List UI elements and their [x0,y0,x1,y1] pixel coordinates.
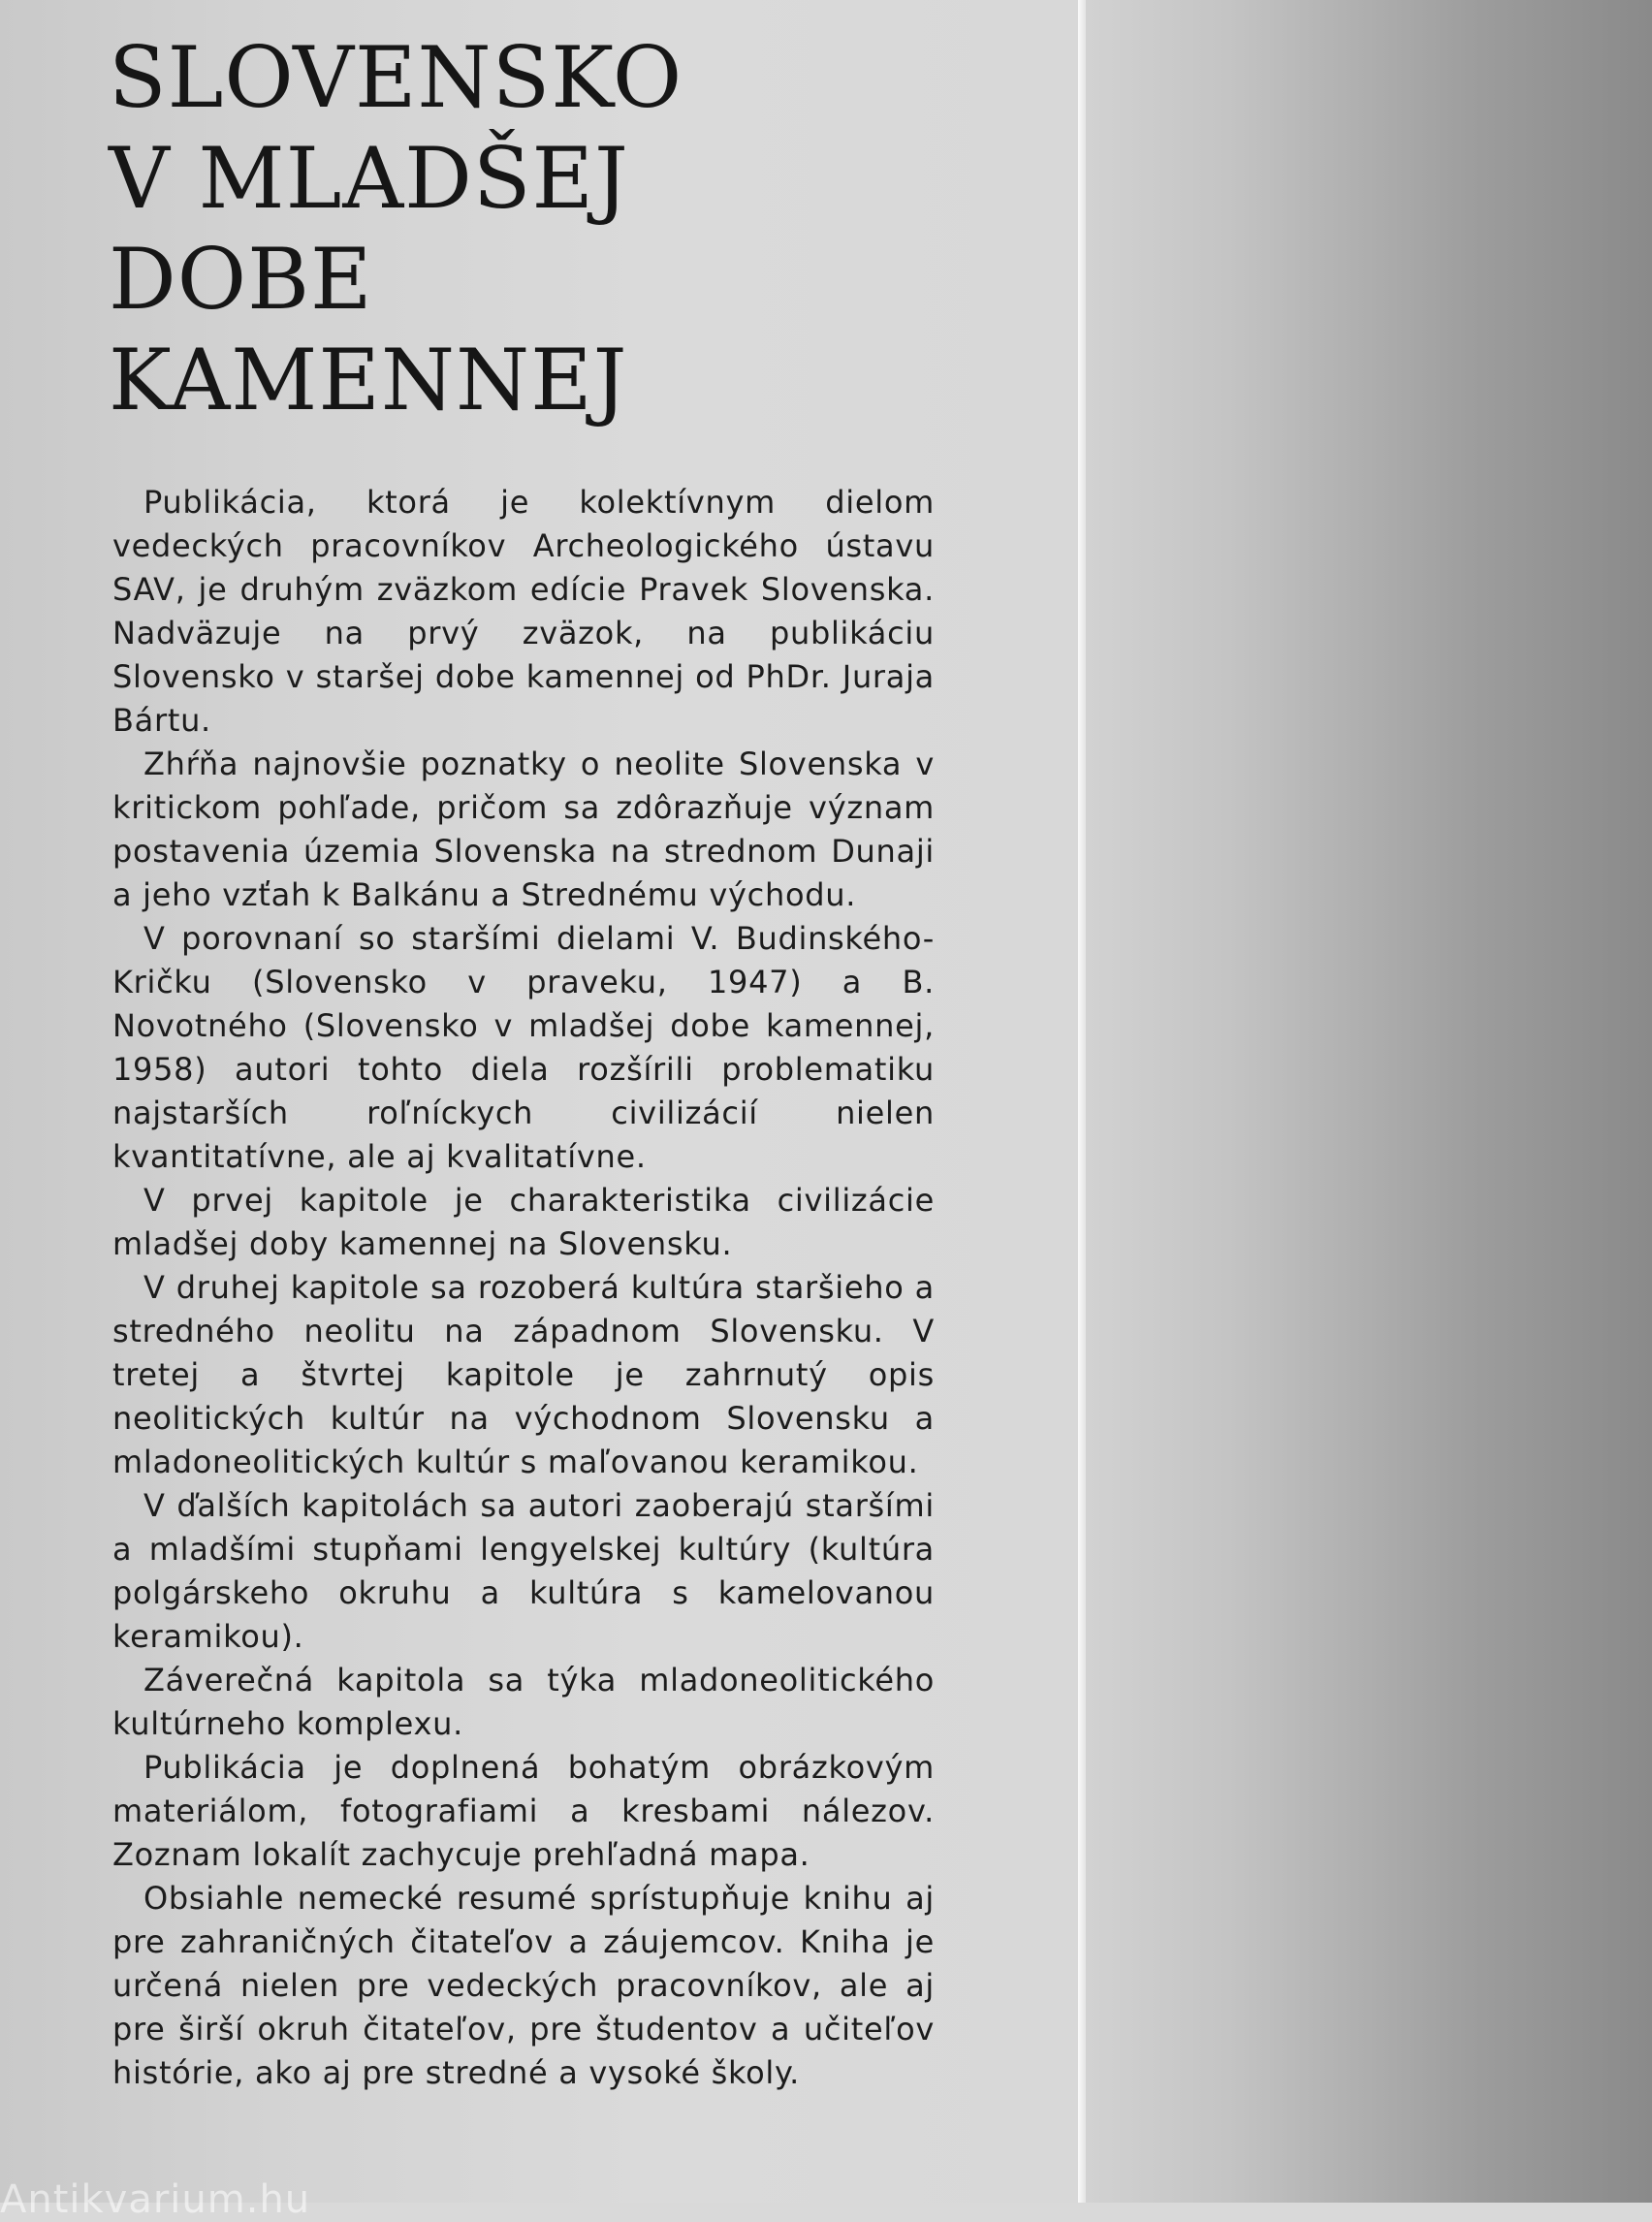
paragraph-final-chapter: Záverečná kapitola sa týka mladoneolitického kultúrneho komplexu. [112,1662,935,1742]
page-edge [1078,0,1086,2203]
paragraph-chapters-2-4: V druhej kapitole sa rozoberá kultúra staršieho a stredného neolitu na západnom Slovensku. V tretej a štvrtej kapitole je zahrnutý opis neolitických kultúr na východnom Slovensku a mladoneolitických kultúr s maľovanou keramikou. [112,1269,935,1480]
paragraph-illustrations: Publikácia je doplnená bohatým obrázkovým materiálom, fotografiami a kresbami nálezov. Zoznam lokalít zachycuje prehľadná mapa. [112,1749,935,1873]
paragraph-chapter-1: V prvej kapitole je charakteristika civilizácie mladšej doby kamennej na Slovensku. [112,1182,935,1262]
paragraph-comparison: V porovnaní so staršími dielami V. Budinského-Kričku (Slovensko v praveku, 1947) a B. Novotného (Slovensko v mladšej dobe kamennej, 1958) autori tohto diela rozšírili problematiku najstarších roľníckych civilizácií nielen kvantitatívne, ale aj kvalitatívne. [112,920,935,1175]
paragraph-summary: Zhŕňa najnovšie poznatky o neolite Slovenska v kritickom pohľade, pričom sa zdôrazňuje význam postavenia územia Slovenska na strednom Dunaji a jeho vzťah k Balkánu a Strednému východu. [112,746,935,913]
title-line: DOBE [109,230,373,329]
title-line: SLOVENSKO [109,28,683,127]
book-title [109,27,683,430]
background-surface [1086,0,1652,2203]
title-line: V MLADŠEJ [109,129,629,228]
paragraph-audience: Obsiahle nemecké resumé sprístupňuje knihu aj pre zahraničných čitateľov a záujemcov. Kniha je určená nielen pre vedeckých pracovníkov, ale aj pre širší okruh čitateľov, pre študentov a učiteľov histórie, ako aj pre stredné a vysoké školy. [112,1880,935,2091]
blurb-text [112,481,935,2095]
title-line: KAMENNEJ [109,331,628,429]
paragraph-intro: Publikácia, ktorá je kolektívnym dielom vedeckých pracovníkov Archeologického ústavu SAV, je druhým zväzkom edície Pravek Slovenska. Nadväzuje na prvý zväzok, na publikáciu Slovensko v staršej dobe kamennej od PhDr. Juraja Bártu. [112,484,935,739]
watermark: Antikvarium.hu [0,2177,311,2222]
paragraph-further-chapters: V ďalších kapitolách sa autori zaoberajú staršími a mladšími stupňami lengyelskej kultúry (kultúra polgárskeho okruhu a kultúra s kamelovanou keramikou). [112,1487,935,1655]
